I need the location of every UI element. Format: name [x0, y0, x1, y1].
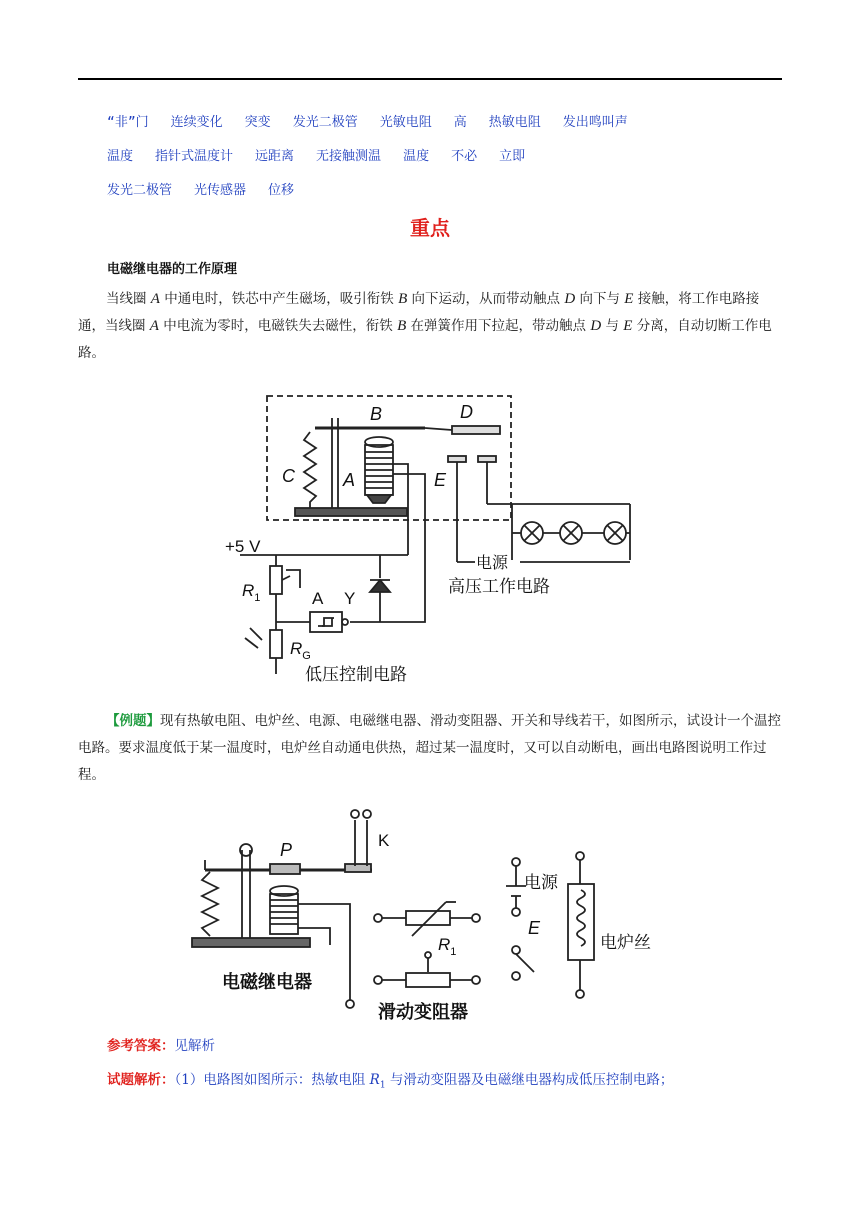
principle-paragraph: 当线圈 A 中通电时，铁芯中产生磁场，吸引衔铁 B 向下运动，从而带动触点 D 向下与 E 接触，将工作电路接通，当线圈 A 中电流为零时，电磁铁失去磁性，衔铁 B 在弹簧作用下拉起，带动触点 D 与 E 分离，自动切断工作电路。: [78, 291, 772, 361]
keyword-row-3: [107, 179, 316, 198]
label-R1: $R_1$: [438, 935, 457, 958]
keyword: 突变: [244, 115, 271, 130]
label-E: E: [528, 918, 541, 938]
section-title: 重点: [410, 216, 450, 240]
label-heater: 电炉丝: [600, 933, 651, 952]
keyword: 连续变化: [170, 115, 223, 130]
label-relay: 电磁继电器: [222, 972, 312, 992]
keyword: 发光二极管: [292, 115, 358, 130]
keyword: 位移: [268, 183, 295, 198]
label-gate-Y: Y: [344, 589, 356, 608]
keyword-row-2: [107, 145, 547, 164]
label-D: D: [460, 402, 473, 422]
keyword: 发光二极管: [107, 183, 173, 198]
label-B: B: [370, 404, 383, 424]
keyword: 立即: [499, 149, 526, 164]
label-power: 电源: [476, 555, 509, 572]
keyword: 光传感器: [194, 183, 247, 198]
example-paragraph: 【例题】现有热敏电阻、电炉丝、电源、电磁继电器、滑动变阻器、开关和导线若干，如图所示，试设计一个温控电路。要求温度低于某一温度时，电炉丝自动通电供热，超过某一温度时，又可以自动断电，画出电路图说明工作过程。: [78, 713, 781, 783]
label-low-circuit: 低压控制电路: [305, 665, 407, 684]
answer-line: 参考答案：见解析: [107, 1038, 215, 1054]
keyword: 光敏电阻: [379, 115, 432, 130]
analysis-line: 试题解析：（1）电路图如图所示：热敏电阻 $R_1$ 与滑动变阻器及电磁继电器构成低压控制电路；: [107, 1072, 674, 1091]
keyword: 温度: [403, 149, 430, 164]
keyword: 远距离: [255, 149, 295, 164]
keyword: “非”门: [107, 115, 149, 130]
keyword-row-1: [107, 111, 650, 130]
keyword: 不必: [451, 149, 478, 164]
label-A: A: [343, 470, 356, 490]
keyword: 指针式温度计: [155, 149, 234, 164]
label-K: K: [378, 831, 390, 850]
keyword: 发出鸣叫声: [562, 115, 628, 130]
example-components-diagram: [180, 800, 651, 1025]
relay-principle-diagram: [220, 390, 650, 690]
label-rheostat: 滑动变阻器: [378, 1002, 468, 1022]
label-high-circuit: 高压工作电路: [448, 577, 550, 596]
keyword: 热敏电阻: [488, 115, 541, 130]
label-P: P: [280, 840, 293, 860]
label-gate-A: A: [312, 589, 324, 608]
keyword: 无接触测温: [316, 149, 382, 164]
keyword: 高: [453, 115, 467, 130]
keyword: 温度: [107, 149, 134, 164]
label-C: C: [282, 466, 295, 486]
label-E: E: [434, 470, 447, 490]
label-RG: $R_G$: [290, 639, 311, 662]
subheading: 电磁继电器的工作原理: [107, 262, 238, 277]
label-power: 电源: [524, 873, 558, 892]
label-R1: $R_1$: [242, 581, 261, 604]
header-rule: [78, 78, 782, 80]
label-voltage: +5 V: [225, 537, 261, 556]
